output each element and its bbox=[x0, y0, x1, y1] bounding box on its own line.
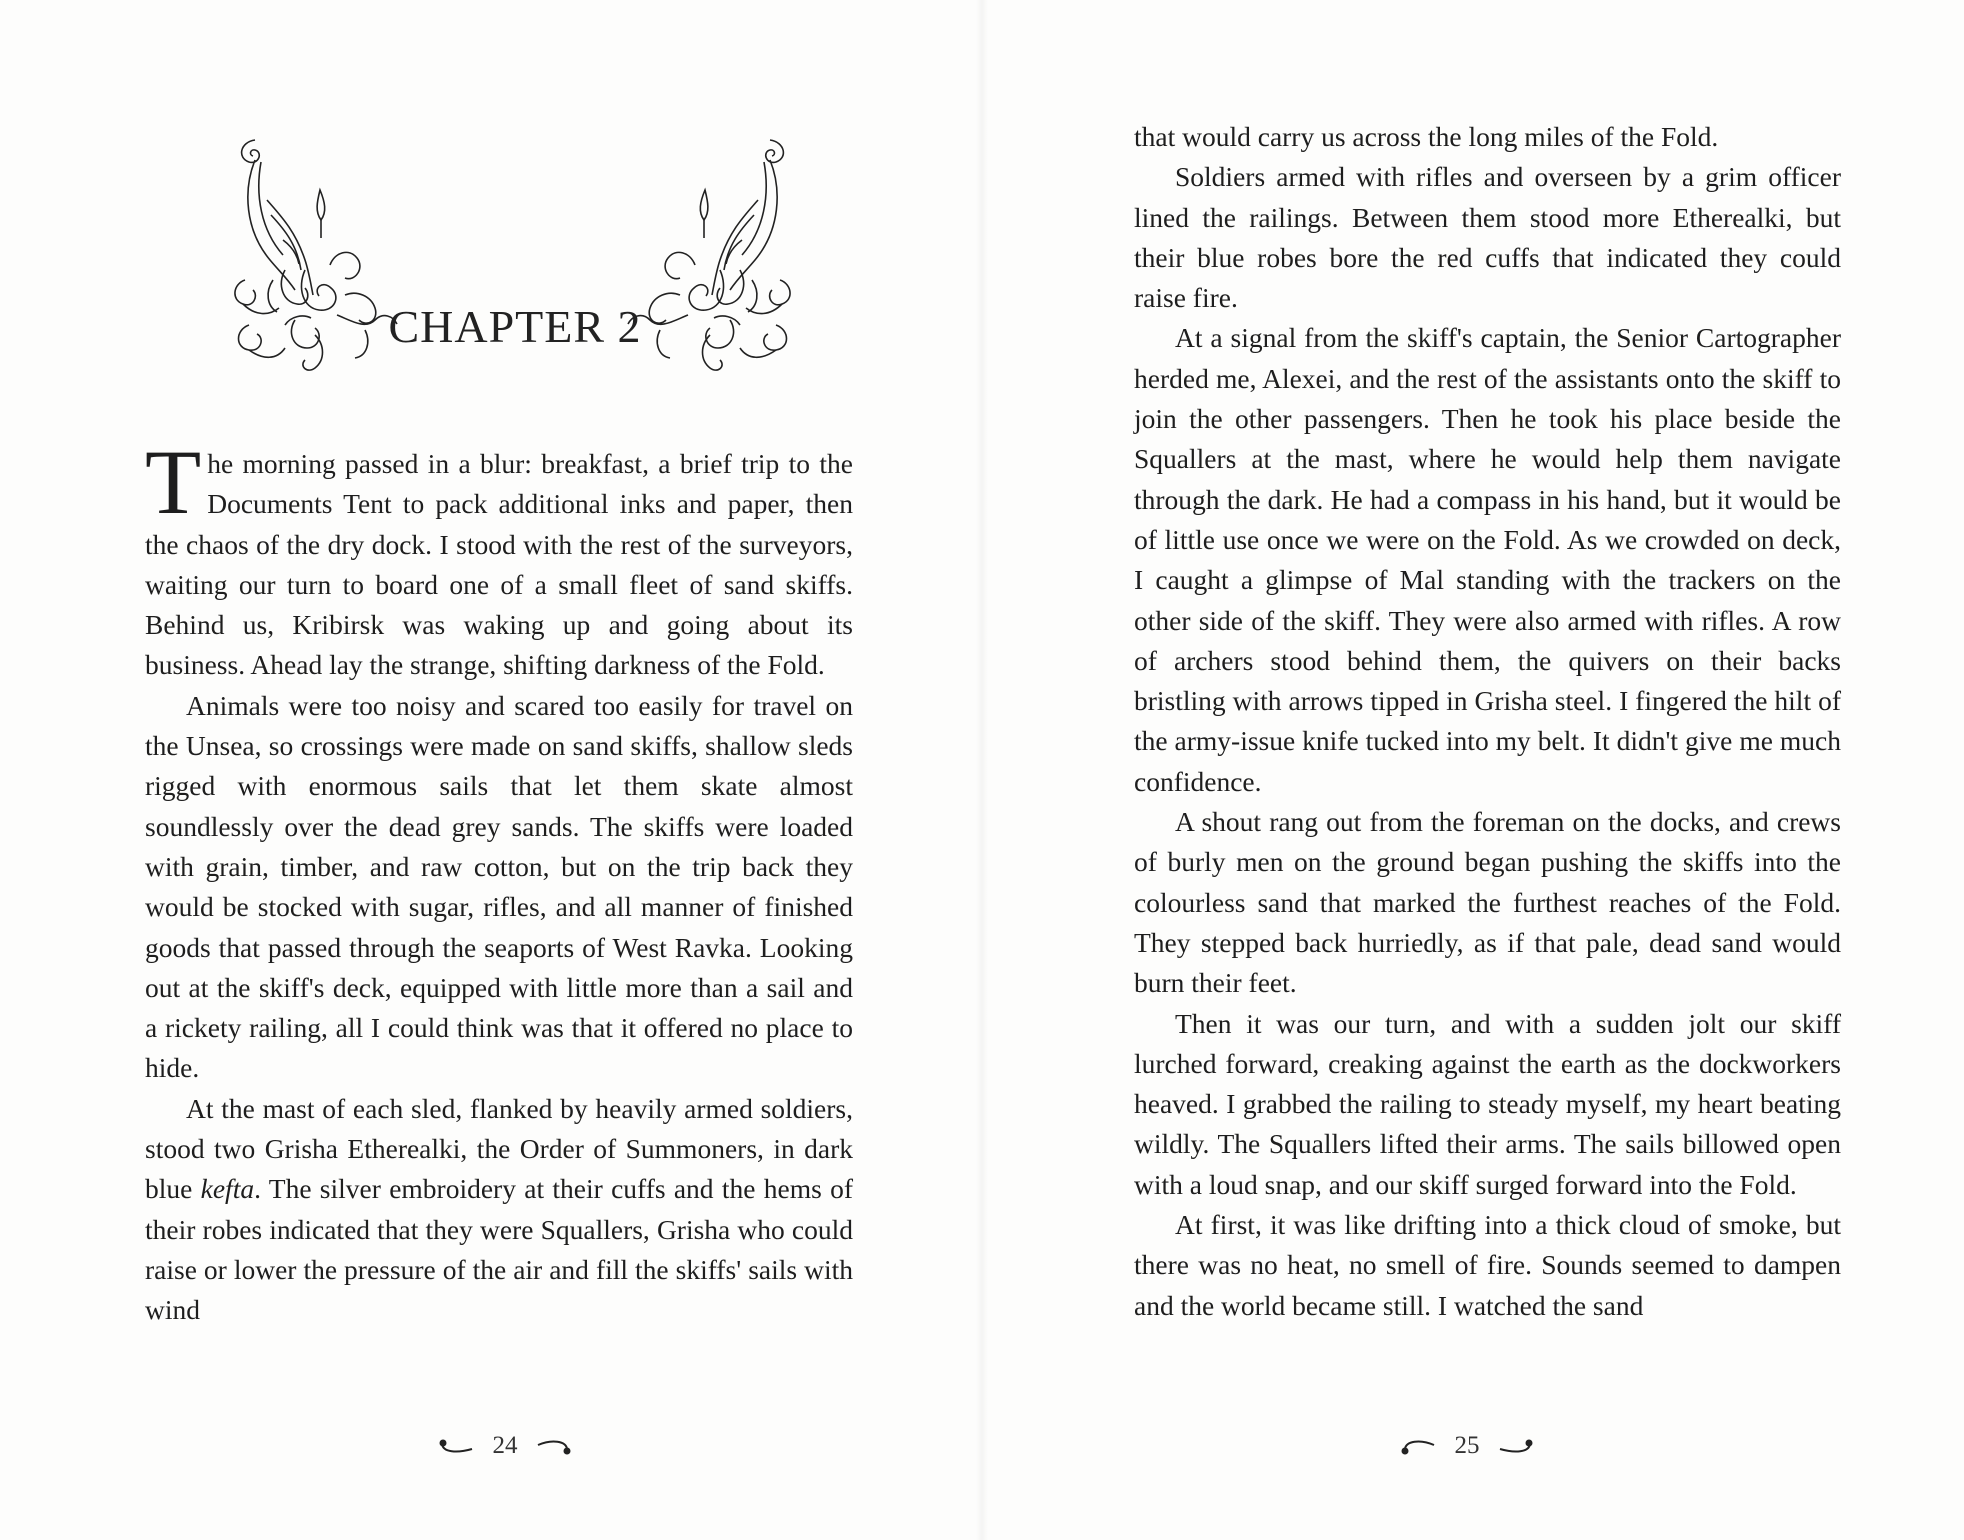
chapter-title: CHAPTER 2 bbox=[388, 301, 642, 352]
filigree-ornament-right-icon bbox=[625, 120, 800, 380]
drop-cap: T bbox=[145, 431, 202, 533]
paragraph: A shout rang out from the foreman on the docks, and crews of burly men on the ground began pushing the skiffs into the colourless sand that marked the furthest reaches of the Fold. They stepped back hurriedly, as if that pale, dead sand would burn their feet. bbox=[1134, 806, 1841, 999]
page-number-footer bbox=[405, 1432, 605, 1460]
page-number: 24 bbox=[492, 1432, 518, 1459]
paragraph-text: he morning passed in a blur: breakfast, a brief trip to the Documents Tent to pack additional inks and paper, then the chaos of the dry dock. I stood with the rest of the surveyors, waiting our turn to board one of a small fleet of sand skiffs. Behind us, Kribirsk was waking up and going about its business. Ahead lay the strange, shifting darkness of the Fold. bbox=[145, 448, 853, 681]
paragraph-text: . The silver embroidery at their cuffs and the hems of their robes indicated that they were Squallers, Grisha who could raise or lower the pressure of the air and fill the skiffs' sails with wind bbox=[145, 1173, 853, 1326]
paragraph bbox=[145, 1089, 853, 1331]
paragraph: Then it was our turn, and with a sudden jolt our skiff lurched forward, creaking against the earth as the dockworkers heaved. I grabbed the railing to steady myself, my heart beating wildly. The Squallers lifted their arms. The sails billowed open with a loud snap, and our skiff surged forward into the Fold. bbox=[1134, 1007, 1841, 1200]
folio-swash-right-icon bbox=[1496, 1437, 1534, 1457]
folio-swash-left-icon bbox=[438, 1437, 476, 1457]
paragraph: Soldiers armed with rifles and overseen by a grim officer lined the railings. Between them stood more Etherealki, but their blue robes bore the red cuffs that indicated they could raise fire. bbox=[1134, 161, 1841, 314]
folio-swash-right-icon bbox=[534, 1437, 572, 1457]
paragraph: that would carry us across the long miles of the Fold. bbox=[1134, 121, 1719, 152]
left-body-text bbox=[145, 431, 853, 1331]
paragraph: At first, it was like drifting into a thick cloud of smoke, but there was no heat, no smell of fire. Sounds seemed to dampen and the world became still. I watched the sand bbox=[1134, 1209, 1841, 1321]
page-number: 25 bbox=[1454, 1432, 1480, 1459]
italic-word: kefta bbox=[200, 1173, 255, 1205]
chapter-heading bbox=[225, 120, 765, 390]
filigree-ornament-left-icon bbox=[225, 120, 400, 380]
right-body-text bbox=[1134, 117, 1841, 1326]
paragraph-text: At the mast of each sled, flanked by heavily armed soldiers, stood two Grisha Etherealki, the Order of Summoners, in dark blue bbox=[145, 1092, 853, 1205]
paragraph: At a signal from the skiff's captain, the Senior Cartographer herded me, Alexei, and the rest of the assistants onto the skiff to join the other passengers. Then he took his place beside the Squallers at the mast, where he would help them navigate through the dark. He had a compass in his hand, but it would be of little use once we were on the Fold. As we crowded on deck, I caught a glimpse of Mal standing with the trackers on the other side of the skiff. They were also armed with rifles. A row of archers stood behind them, the quivers on their backs bristling with arrows tipped in Grisha steel. I fingered the hilt of the army-issue knife tucked into my belt. It didn't give me much confidence. bbox=[1134, 322, 1841, 797]
right-page bbox=[982, 0, 1964, 1540]
paragraph bbox=[145, 431, 853, 686]
paragraph: Animals were too noisy and scared too easily for travel on the Unsea, so crossings were made on sand skiffs, shallow sleds rigged with enormous sails that let them skate almost soundlessly over the dead grey sands. The skiffs were loaded with grain, timber, and raw cotton, but on the trip back they would be stocked with sugar, rifles, and all manner of finished goods that passed through the seaports of West Ravka. Looking out at the skiff's deck, equipped with little more than a sail and a rickety railing, all I could think was that it offered no place to hide. bbox=[145, 689, 853, 1084]
folio-swash-left-icon bbox=[1400, 1437, 1438, 1457]
page-number-footer bbox=[1367, 1432, 1567, 1460]
